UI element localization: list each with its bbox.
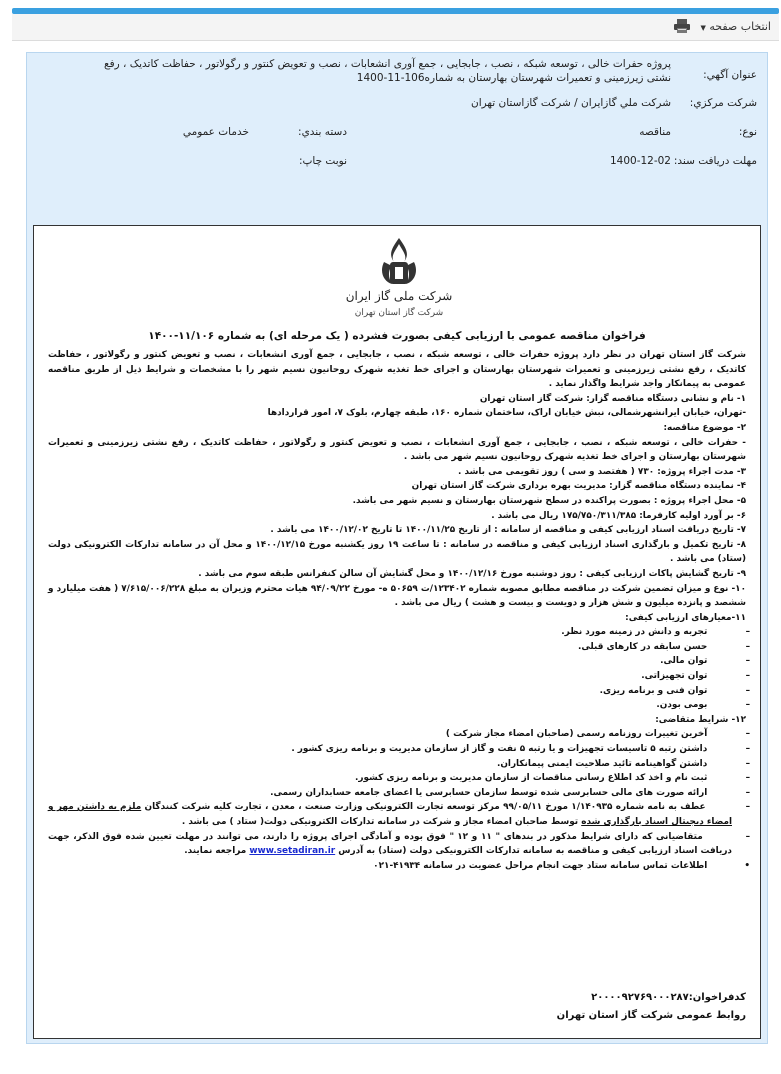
announcement-panel [26,52,768,1044]
deadline-value: 1400-12-02 [609,155,671,167]
criteria-item: – بومی بودن. [656,700,750,711]
deadline-label: مهلت دريافت سند: [673,155,757,167]
notice-item: ۱۲- شرایط متقاضی: [655,714,746,725]
underlined-requirement: ملزم به داشتن مهر و امضاء دیجیتال اسناد بارگذاری شده [48,802,732,827]
svg-text:شرکت گاز استان تهران: شرکت گاز استان تهران [354,308,444,318]
call-code: کدفراخوان:۲۰۰۰۰۹۲۷۶۹۰۰۰۲۸۷ [591,992,746,1003]
type-label: نوع: [738,126,757,138]
notice-item: ۱- نام و نشانی دستگاه مناقصه گزار: شرکت گاز استان تهران [479,393,746,404]
title-value-line1: پروژه حفرات خالی ، توسعه شبکه ، نصب ، جابجایی ، جمع آوری انشعابات ، نصب و تعویض کنتور و رگولاتور ، حفاظت کاتدیک ، رفع [103,58,671,70]
condition-item: – متقاضیانی که دارای شرایط مذکور در بندهای " ۱۱ و ۱۲ " فوق بوده و آمادگی اجرای پروژه را دارند، می توانند در مهلت تعیین شده فوق الذکر، جهت دریافت اسناد ارزیابی کیفی و مناقصه به سامانه تدارکات الکترونیکی دولت (ستاد) به آدرس www.setadiran.ir مراجعه نمایند. [48,830,746,859]
notice-item: ۴- نماینده دستگاه مناقصه گزار: مدیریت بهره برداری شرکت گاز استان تهران [411,481,746,492]
notice-item: ۳- مدت اجراء پروژه: ۷۳۰ ( هفتصد و سی ) روز تقویمی می باشد . [458,466,746,477]
announcement-info [27,53,767,225]
notice-item: ۵- محل اجراء پروژه : بصورت پراکنده در سطح شهرستان بهارستان و نسیم شهر می باشد. [352,495,746,506]
page-select-dropdown[interactable]: انتخاب صفحه ▼ [700,20,771,33]
print-turn-label: نوبت چاپ: [298,155,347,167]
chevron-down-icon: ▼ [700,24,706,32]
title-label: عنوان آگهي: [703,69,757,81]
company-label: شركت مركزي: [689,97,757,109]
top-bar [0,0,781,14]
notice-item: ۹- تاریخ گشایش پاکات ارزیابی کیفی : روز دوشنبه مورخ ۱۴۰۰/۱۲/۱۶ و محل گشایش آن سالن کنفرانس طبقه سوم می باشد . [198,568,746,579]
condition-item: – آخرین تغییرات روزنامه رسمی (صاحبان امضاء مجاز شرکت ) [445,729,750,740]
category-label: دسته بندي: [298,126,347,138]
notice-title: فراخوان مناقصه عمومی با ارزیابی کیفی بصورت فشرده ( یک مرحله ای) به شماره ۱۱/۱۰۶-۱۴۰۰ [148,330,646,342]
condition-item: – داشتن گواهینامه تائید صلاحیت ایمنی پیمانکاران. [496,758,750,769]
notice-item: ۷- تاریخ دریافت اسناد ارزیابی کیفی و مناقصه از سامانه : از تاریخ ۱۴۰۰/۱۱/۲۵ تا تاریخ ۱۴۰۰/۱۲/۰۲ می باشد . [270,525,746,536]
svg-text:شرکت ملی گاز ایران: شرکت ملی گاز ایران [345,289,453,303]
notice-item: ۶- بر آورد اولیه کارفرما: ۱۷۵/۷۵۰/۳۱۱/۳۸۵ ریال می باشد . [491,510,746,521]
criteria-item: – تجربه و دانش در زمینه مورد نظر. [561,627,750,638]
notice-body [48,348,750,873]
notice-item: ۱۱-معیارهای ارزیابی کیفی: [625,612,746,623]
type-value: مناقصه [639,126,671,138]
gas-company-logo [334,232,464,322]
criteria-item: – توان فنی و برنامه ریزی. [599,685,750,696]
condition-item: – عطف به نامه شماره ۱/۱۴۰۹۳۵ مورخ ۹۹/۰۵/۱۱ مرکز توسعه تجارت الکترونیکی وزارت صنعت ، معدن ، تجارت کلیه شرکت کنندگان ملزم به داشتن مهر و امضاء دیجیتال اسناد بارگذاری شده توسط صاحبان امضاء مجاز و شرکت در سامانه تدارکات الکترونیکی دولت( ستاد ) می باشد . [48,802,750,827]
toolbar [12,14,779,41]
company-value: شرکت ملي گازايران / شرکت گازاستان تهران [471,97,671,109]
notice-item: - حفرات خالی ، توسعه شبکه ، نصب ، جابجایی ، جمع آوری انشعابات ، نصب و تعویض کنتور و رگولاتور ، حفاظت کاتدیک ، رفع نشتی زیرزمینی و تعمیرات شهرستان بهارستان و اجرای خط تغذیه شهرک روحانیون نسیم شهر می باشد . [48,437,746,463]
signature: روابط عمومی شرکت گاز استان تهران [556,1010,746,1021]
notice-item: ۸- تاریخ تکمیل و بارگذاری اسناد ارزیابی کیفی و مناقصه در سامانه : تا ساعت ۱۹ روز یکشنبه مورخ ۱۴۰۰/۱۲/۱۵ و محل آن در سامانه تدارکات الکترونیکی دولت (ستاد) می باشد . [48,539,746,565]
printer-icon[interactable] [673,18,691,34]
criteria-item: – توان مالی. [660,656,750,667]
setadiran-link[interactable]: www.setadiran.ir [249,846,336,857]
criteria-item: – توان تجهیزاتی. [641,671,750,682]
notice-intro: شرکت گاز استان تهران در نظر دارد پروژه حفرات خالی ، توسعه شبکه ، نصب ، جابجایی ، جمع آوری انشعابات ، نصب و تعویض کنتور و رگولاتور ، حفاظت کاتدیک ، رفع نشتی زیرزمینی و تعمیرات شهرستان بهارستان و اجرای خط تغذیه شهرک روحانیون نسیم شهر را با مشخصات و شرایط ذیل از طریق مناقصه عمومی به پیمانکار واجد شرایط واگذار نماید . [48,350,746,390]
category-value: خدمات عمومي [182,126,249,138]
notice-item: -تهران، خیابان ایرانشهرشمالی، نبش خیابان اراک، ساختمان شماره ۱۶۰، طبقه چهارم، بلوک ۷، امور قراردادها [267,408,746,419]
contact-item: • اطلاعات تماس سامانه ستاد جهت انجام مراحل عضویت در سامانه ۴۱۹۳۴-۰۲۱ [373,860,750,871]
condition-item: – ارائه صورت های مالی حسابرسی شده توسط سازمان حسابرسی یا اعضای جامعه حسابداران رسمی. [270,787,750,798]
notice-image [33,225,761,1039]
criteria-item: – حسن سابقه در کارهای قبلی. [578,641,750,652]
notice-item: ۲- موضوع مناقصه: [663,422,746,433]
condition-item: – ثبت نام و اخذ کد اطلاع رسانی مناقصات از سازمان مدیریت و برنامه ریزی کشور. [355,773,750,784]
condition-item: – داشتن رتبه ۵ تاسیسات تجهیزات و یا رتبه ۵ نفت و گاز از سازمان مدیریت و برنامه ریزی کشور . [291,744,750,755]
title-value-line2: نشتی زیرزمینی و تعمیرات شهرستان بهارستان به شماره106-11-1400 [356,72,671,84]
notice-item: ۱۰- نوع و میزان تضمین شرکت در مناقصه مطابق مصوبه شماره ۱۲۳۴۰۲/ت ۵۰۶۵۹ ه- مورخ ۹۴/۰۹/۲۲ هیات محترم وزیران به مبلغ ۷/۶۱۵/۰۰۶/۲۲۸ ( هفت میلیارد و ششصد و پانزده میلیون و شش هزار و دویست و بیست و هشت ) ریال می باشد . [48,583,747,609]
